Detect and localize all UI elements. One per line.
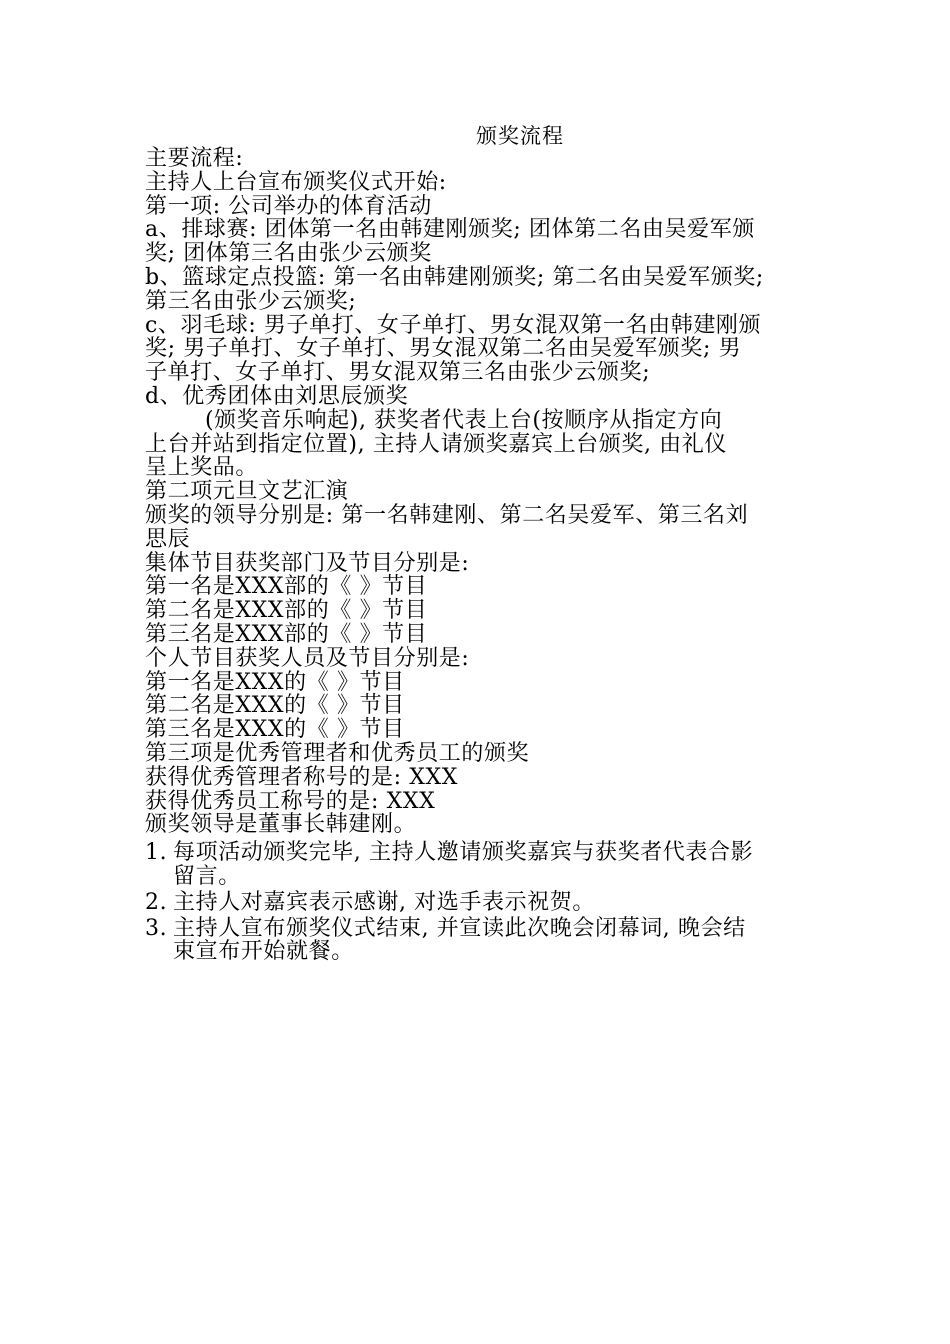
list-number: 1. [145, 840, 168, 866]
text-line: 思辰 [145, 526, 191, 552]
list-item-text [173, 917, 813, 965]
list-text-line: 束宣布开始就餐。 [173, 939, 354, 965]
document-title: 颁奖流程 [476, 124, 564, 148]
text-line: 第一项: 公司举办的体育活动 [145, 193, 432, 219]
text-line: a、排球赛: 团体第一名由韩建刚颁奖; 团体第二名由吴爱军颁 [145, 217, 755, 243]
text-line: 集体节目获奖部门及节目分别是: [145, 550, 470, 576]
text-line: (颁奖音乐响起), 获奖者代表上台(按顺序从指定方向 [205, 407, 723, 433]
text-line: 子单打、女子单打、男女混双第三名由张少云颁奖; [145, 360, 651, 386]
text-line: 获得优秀管理者称号的是: XXX [145, 764, 458, 790]
list-item [145, 891, 813, 915]
list-number: 2. [145, 889, 168, 915]
text-line: 第一名是XXX的《 》节目 [145, 669, 405, 695]
list-text-line: 每项活动颁奖完毕, 主持人邀请颁奖嘉宾与获奖者代表合影 [173, 840, 754, 866]
text-line: 颁奖的领导分别是: 第一名韩建刚、第二名吴爱军、第三名刘 [145, 502, 749, 528]
text-line: 第三名是XXX的《 》节目 [145, 717, 405, 743]
list-text-line: 主持人对嘉宾表示感谢, 对选手表示祝贺。 [173, 889, 595, 915]
text-line: 第一名是XXX部的《 》节目 [145, 574, 428, 600]
text-line: 上台并站到指定位置), 主持人请颁奖嘉宾上台颁奖, 由礼仪 [145, 431, 727, 457]
text-line: 主要流程: [145, 146, 244, 171]
text-line: 主持人上台宣布颁奖仪式开始: [145, 169, 447, 195]
numbered-list [145, 841, 813, 964]
text-line: 奖; 男子单打、女子单打、男女混双第二名由吴爱军颁奖; 男 [145, 336, 742, 362]
text-line: 奖; 团体第三名由张少云颁奖 [145, 241, 432, 267]
list-item [145, 917, 813, 965]
text-line: 第二项元旦文艺汇演 [145, 479, 349, 505]
text-line: 第二名是XXX的《 》节目 [145, 693, 405, 719]
text-line: 第三名是XXX部的《 》节目 [145, 621, 428, 647]
list-number: 3. [145, 915, 168, 941]
list-text-line: 主持人宣布颁奖仪式结束, 并宣读此次晚会闭幕词, 晚会结 [173, 915, 746, 941]
text-line: 第三项是优秀管理者和优秀员工的颁奖 [145, 740, 530, 766]
list-item [145, 841, 813, 889]
list-text-line: 留言。 [173, 863, 241, 889]
text-line: 呈上奖品。 [145, 455, 259, 481]
text-line: d、优秀团体由刘思辰颁奖 [145, 383, 409, 409]
text-line: b、篮球定点投篮: 第一名由韩建刚颁奖; 第二名由吴爱军颁奖; [145, 264, 764, 290]
text-line: 个人节目获奖人员及节目分别是: [145, 645, 470, 671]
document-body [145, 147, 813, 966]
text-line: 第二名是XXX部的《 》节目 [145, 598, 428, 624]
text-line: 获得优秀员工称号的是: XXX [145, 788, 436, 814]
text-line: c、羽毛球: 男子单打、女子单打、男女混双第一名由韩建刚颁 [145, 312, 762, 338]
list-item-text [173, 841, 813, 889]
text-line: 颁奖领导是董事长韩建刚。 [145, 812, 417, 838]
list-item-text [173, 891, 813, 915]
text-line: 第三名由张少云颁奖; [145, 288, 357, 314]
